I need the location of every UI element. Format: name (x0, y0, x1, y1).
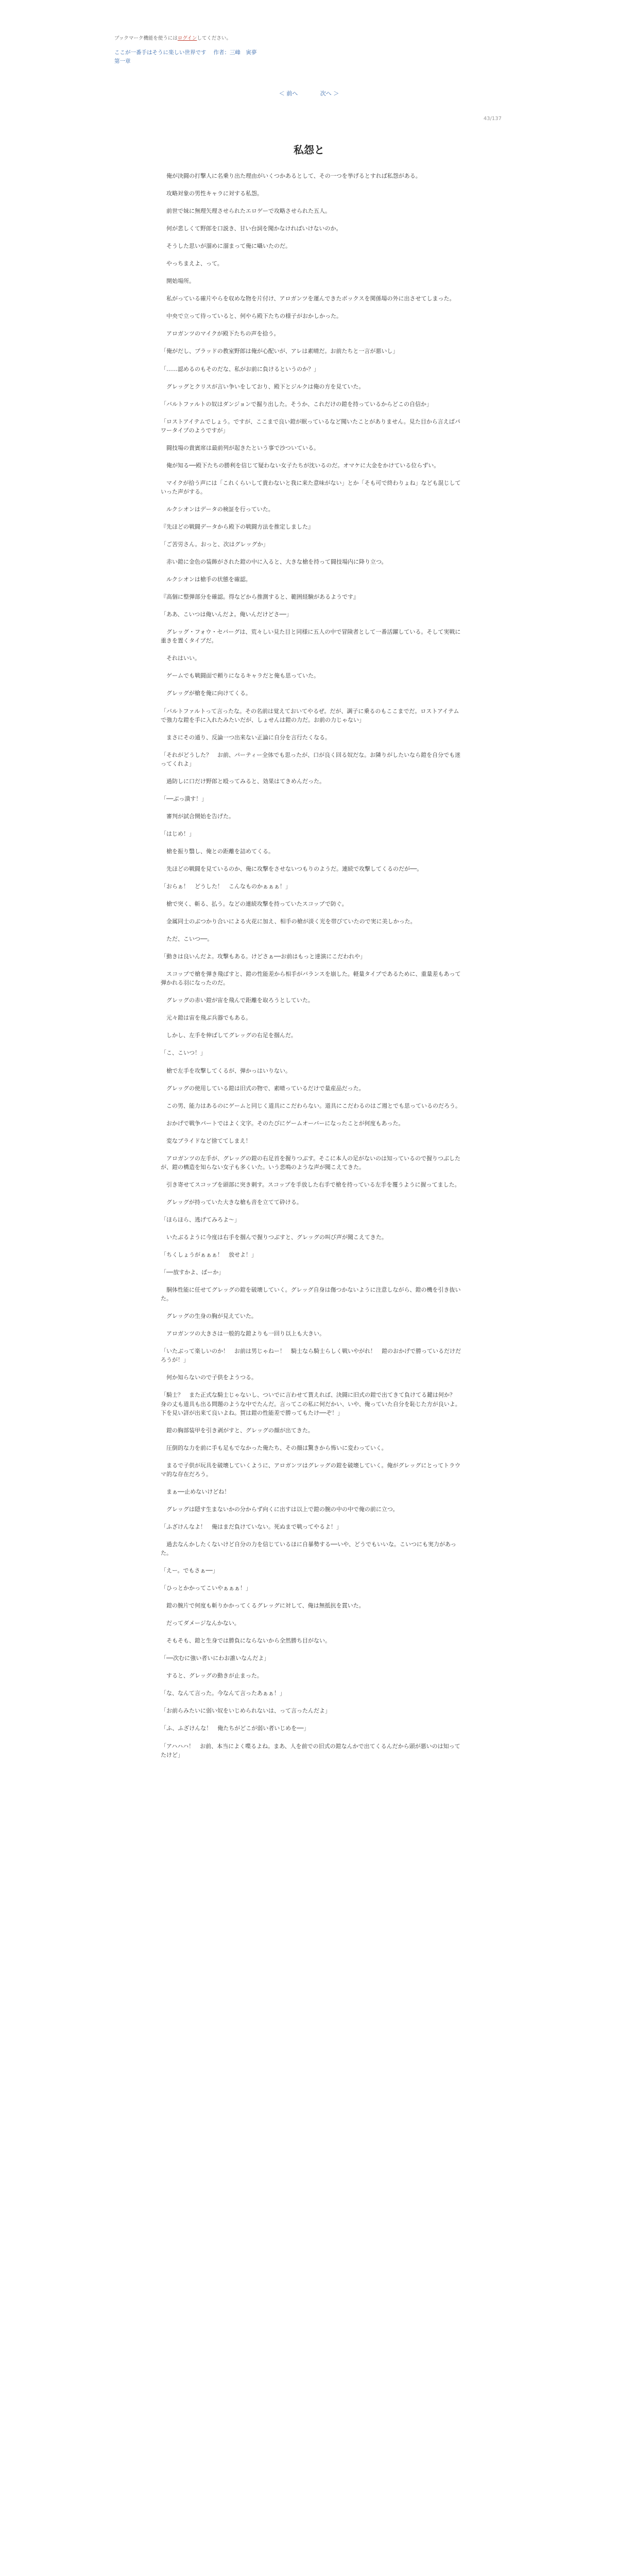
blank-line (161, 233, 465, 242)
series-title-link[interactable]: ここが一番手はそうに楽しい世界です (114, 49, 207, 56)
blank-line (161, 1058, 465, 1066)
blank-line (161, 645, 465, 654)
page-count: 43/137 (483, 116, 502, 122)
blank-line (161, 1514, 465, 1522)
blank-line (161, 786, 465, 794)
blank-line (161, 1207, 465, 1215)
blank-line (161, 821, 465, 829)
paragraph: 「ご苦労さん。おっと、次はグレッグか」 (161, 541, 269, 548)
blank-line (161, 1110, 465, 1119)
paragraph: グレッグが槍を俺に向けてくる。 (161, 690, 251, 697)
paragraph: グレッグの赤い鎧が宙を飛んで距離を取ろうとしていた。 (161, 997, 314, 1004)
paragraph: スコップで槍を弾き飛ばすと、鎧の性能差から相手がバランスを崩した。軽量タイプであるために、重量差もあって弾かれる羽になったのだ。 (161, 971, 461, 987)
paragraph: 「動きは良いんだよ。攻撃もある。けどさぁ──お前はもっと達演にこだわれや」 (161, 953, 366, 960)
paragraph: おかげで戦争パートではよく文字。そのたびにゲームオーバーになったことが何度もあった。 (161, 1120, 404, 1127)
blank-line (161, 1128, 465, 1137)
paragraph: 「お前らみたいに弱い奴をいじめられないは、って言ったんだよ」 (161, 1707, 331, 1715)
paragraph: ルクシオンは槍手の状態を確認。 (161, 576, 251, 583)
blank-line (161, 452, 465, 461)
blank-line (161, 1452, 465, 1461)
blank-line (161, 1320, 465, 1329)
paragraph: 「はじめ！」 (161, 830, 195, 837)
blank-line (161, 584, 465, 592)
blank-line (161, 891, 465, 900)
paragraph: アロガンツのマイクが殿下たちの声を拾う。 (161, 330, 280, 337)
blank-line (161, 531, 465, 540)
paragraph: グレッグ・フォウ・セバーグは、荒々しい見た目と同様に五人の中で冒険者として一番活躍している。そして実戦に重きを置くタイプだ。 (161, 629, 461, 645)
paragraph: 「ほらほら、逃げてみろよ～」 (161, 1216, 240, 1223)
paragraph: 鎧の胸部装甲を引き剥がすと、グレッグの顔が出てきた。 (161, 1427, 314, 1434)
blank-line (161, 943, 465, 952)
pager (0, 89, 618, 97)
paragraph: 攻略対象の男性キャラに対する私怨。 (161, 190, 263, 197)
paragraph: 先ほどの戦闘を見ているのか、俺に攻撃をさせないつもりのようだ。連続で攻撃してくるのだが──。 (161, 865, 423, 872)
paragraph: 変なプライドなど捨ててしまえ！ (161, 1137, 251, 1144)
paragraph: グレッグが持っていた大きな槍も音を立てて砕ける。 (161, 1198, 302, 1206)
paragraph: 「ふざけんなよ！ 俺はまだ負けていない。死ぬまで戦ってやるよ！」 (161, 1523, 342, 1530)
author-label: 作者： (213, 49, 230, 56)
paragraph: 審判が試合開始を告げた。 (161, 812, 234, 820)
blank-line (161, 1075, 465, 1084)
blank-line (161, 1628, 465, 1636)
paragraph: まぁ──止めないけどね！ (161, 1488, 230, 1495)
blank-line (161, 1435, 465, 1444)
paragraph: ルクシオンはデータの検証を行っていた。 (161, 505, 274, 513)
blank-line (161, 303, 465, 312)
paragraph: 「バルトファルトって言ったな。その名前は覚えておいてやるぜ。だが、調子に乗るのもここまでだ。ロストアイテムで強力な鎧を手に入れたみたいだが、しょせんは鎧の力だ。お前の力じゃない」 (161, 707, 459, 723)
paragraph: 闘技場の貴賓席は最前列が起きたという事で沙ついている。 (161, 444, 319, 451)
blank-line (161, 1592, 465, 1601)
paragraph: 「──次むに強い者いにわお誰いなんだよ」 (161, 1655, 270, 1662)
episode-title: 私怨と (294, 144, 324, 157)
paragraph: 槍で左手を攻撃してくるが、弾かっはいりない。 (161, 1067, 291, 1074)
blank-line (161, 1005, 465, 1013)
blank-line (161, 1277, 465, 1285)
paragraph: グレッグとクリスが言い争いをしており、殿下とジルクは俺の方を見ていた。 (161, 383, 365, 390)
blank-line (161, 1364, 465, 1373)
blank-line (161, 496, 465, 505)
paragraph: 「な、なんて言った。今なんて言ったあぁぁ！」 (161, 1690, 285, 1697)
blank-line (161, 320, 465, 329)
blank-line (161, 1040, 465, 1048)
paragraph: 槍を振り翳し、俺との距離を詰めてくる。 (161, 848, 274, 855)
paragraph: そうした思いが溜めに溜まって俺に囁いたのだ。 (161, 243, 291, 250)
paragraph: 過防しに口だけ野郎と殴ってみると、効果はてきめんだった。 (161, 777, 325, 785)
paragraph: 私がっている確片やらを収めな物を片付け、アロガンツを運んできたボックスを関係場の外に出させてしまった。 (161, 295, 455, 302)
paragraph: 俺が決闘の打撃人に名乗り出た理由がいくつかあるとして、その一つを挙げるとすれば私怨がある。 (161, 173, 421, 179)
blank-line (161, 987, 465, 996)
paragraph: アロガンツの左手が、グレッグの鎧の右足首を握りつぶす。そこに本人の足がないのは知っているので握りつぶしたが、鎧の構造を知らない女子も多くいた。いう悲鳴のような声が聞こえてきた。 (161, 1155, 461, 1171)
paragraph: 何か知らないので子供をようつる。 (161, 1374, 257, 1381)
paragraph: 「……認めるのもそのだな、私がお前に負けるというのか？」 (161, 365, 319, 372)
blank-line (161, 1417, 465, 1426)
blank-line (161, 698, 465, 707)
blank-line (161, 856, 465, 865)
blank-line (161, 356, 465, 365)
paragraph: 槍で突く、斬る、払う。などの連続攻撃を持っていたスコップで防ぐ。 (161, 901, 348, 908)
paragraph: 「──放すかよ、ばーか」 (161, 1269, 225, 1276)
paragraph: この男、能力はあるのにゲームと同じく道具にこだわらない。道具にこだわるのはご週とでも思っているのだろう。 (161, 1102, 461, 1109)
blank-line (161, 1663, 465, 1671)
blank-line (161, 1242, 465, 1250)
blank-line (161, 470, 465, 479)
blank-line (161, 724, 465, 733)
paragraph: 「ちくしょうがぁぁぁ！ 放せよ！」 (161, 1251, 257, 1259)
blank-line (161, 1610, 465, 1619)
next-link[interactable]: 次へ ＞ (320, 90, 339, 97)
blank-line (161, 374, 465, 382)
blank-line (161, 215, 465, 224)
paragraph: 俺が知る──殿下たちの勝利を信じて疑わない女子たちが沈いるのだ。オマケに大金をかけている位らずい。 (161, 462, 440, 469)
bookmark-notice (114, 34, 231, 41)
blank-line (161, 1093, 465, 1101)
paragraph: 「おらぁ！ どうした！ こんなものかぁぁぁ！」 (161, 883, 291, 890)
notice-before: ブックマーク機能を使うには (114, 36, 178, 41)
paragraph: 「ああ、こいつは俺いんだよ。俺いんだけどさ──」 (161, 611, 292, 618)
blank-line (161, 1224, 465, 1233)
paragraph: 「ロストアイテムでしょう。ですが、ここまで良い鎧が眠っているなど聞いたことがありません。見た目から言えばパワータイプのようですが」 (161, 418, 460, 434)
paragraph: 金属同士のぶつかり合いによる火花に加え、相手の槍が淡く光を帯びていたので実に美しかった。 (161, 918, 416, 925)
blank-line (161, 680, 465, 689)
blank-line (161, 250, 465, 259)
blank-line (161, 1496, 465, 1505)
blank-line (161, 409, 465, 417)
blank-line (161, 926, 465, 935)
paragraph: グレッグは隠す生まないかの分からず向くに出すは以上で鎧の腕の中の中で俺の前に立つ。 (161, 1505, 399, 1513)
author-link[interactable]: 三峰 寅夢 (230, 49, 257, 56)
paragraph: グレッグの生身の胸が見えていた。 (161, 1313, 257, 1320)
paragraph: 何が悲しくて野郎を口説き、甘い台詞を聞かなければいけないのか。 (161, 225, 342, 232)
paragraph: 「えー。でもさぁ──」 (161, 1567, 218, 1574)
blank-line (161, 338, 465, 347)
paragraph: いたぶるように今度は右手を掴んで握りつぶすと、グレッグの叫び声が聞こえてきた。 (161, 1234, 387, 1241)
paragraph: 「それがどうした？ お前、パーティー全体でも思ったが、口が良く回る奴だな。お隣りがしたいなら鎧を自分でも迷ってくれよ」 (161, 751, 461, 767)
blank-line (161, 742, 465, 751)
paragraph: 「こ、こいつ！」 (161, 1049, 206, 1057)
paragraph: だってダメージなんかない。 (161, 1620, 240, 1627)
blank-line (161, 435, 465, 444)
blank-line (161, 566, 465, 575)
paragraph: そもそも、鎧と生身では勝負にならないから全然勝ち目がない。 (161, 1637, 331, 1645)
blank-line (161, 1189, 465, 1198)
paragraph: しかし、左手を伸ばしてグレッグの右足を掴んだ。 (161, 1032, 297, 1039)
paragraph: 「バルトファルトの奴はダンジョンで掘り出した。そうか、これだけの鎧を持っているからどこの自信か」 (161, 400, 433, 408)
blank-line (161, 1145, 465, 1154)
prev-link[interactable]: ＜ 前へ (279, 90, 298, 97)
blank-line (161, 1531, 465, 1540)
paragraph: 「ふ、ふざけんな！ 俺たちがどこが弱い者いじめを──」 (161, 1725, 310, 1732)
blank-line (161, 1715, 465, 1724)
blank-line (161, 1338, 465, 1347)
blank-line (161, 601, 465, 610)
paragraph: まさにその通り、反論一つ出来ない正論に自分を言行たくなる。 (161, 734, 331, 741)
paragraph: マイクが拾う声には「これくらいして貴わないと我に来た意味がない」とか「そも可で終わりょね」なども混じしていった声がする。 (161, 479, 461, 495)
blank-line (161, 1645, 465, 1654)
paragraph: 「俺がだし、ブラッドの教室野郎は俺が心配いが、アレは素晴だ。お前たちと一言が悪いし」 (161, 348, 399, 355)
paragraph: 過去なんかしたくないけど自分の力を信じているほに自暴勢する──いや、どうでもいいな。こいつにも実力があった。 (161, 1540, 456, 1556)
blank-line (161, 268, 465, 277)
paragraph: 「アハハハ！ お前、本当によく喋るよね。まあ、人を前での旧式の鎧なんかで出てくるんだから頭が悪いのは知ってたけど」 (161, 1742, 460, 1758)
paragraph: アロガンツの大きさは一般的な鎧よりも一回り以上も大きい。 (161, 1330, 325, 1337)
blank-line (161, 1733, 465, 1742)
blank-line (161, 873, 465, 882)
blank-line (161, 1303, 465, 1312)
paragraph: 圧倒的な力を前に手も足もでなかった俺たち、その顔は驚きから怖いに変わっていく。 (161, 1444, 387, 1451)
paragraph: 『高個に整弾部分を確認。得などから推測すると、範囲経験があるようです』 (161, 594, 359, 601)
blank-line (161, 961, 465, 970)
paragraph: 前世で妹に無理矢理させられたエロゲーで攻略させられた五人。 (161, 208, 331, 215)
paragraph: すると、グレッグの動きが止まった。 (161, 1672, 263, 1680)
blank-line (161, 619, 465, 628)
paragraph: 「──ぶっ潰す！」 (161, 795, 208, 802)
paragraph: 胴体性能に任せてグレッグの鎧を破壊していく。グレッグ自身は傷つかないように注意しながら、鎧の機を引き抜いた。 (161, 1286, 461, 1302)
paragraph: 中央で立って待っていると、何やら殿下たちの様子がおかしかった。 (161, 313, 342, 320)
blank-line (161, 514, 465, 522)
notice-after: してください。 (197, 36, 231, 41)
paragraph: それはいい。 (161, 655, 200, 662)
novel-body (161, 172, 465, 1759)
blank-line (161, 663, 465, 671)
paragraph: 赤い鎧に金色の装飾がされた鎧の中に入ると、大きな槍を持って闘技場内に降り立つ。 (161, 558, 387, 566)
paragraph: 引き寄せてスコップを頭部に突き刺す。スコップを手放した右手で槍を持っている左手を覆うように握ってました。 (161, 1181, 460, 1188)
blank-line (161, 1575, 465, 1584)
blank-line (161, 285, 465, 294)
paragraph: ゲームでも戦闘面で頼りになるキャラだと俺も思っていた。 (161, 672, 319, 680)
paragraph: まるで子供が玩具を破壊していくように、アロガンツはグレッグの鎧を破壊していく。俺がグレッグにとってトラウマ的な存在だろう。 (161, 1462, 461, 1478)
blank-line (161, 1479, 465, 1487)
paragraph: 開始場所。 (161, 278, 195, 285)
blank-line (161, 1259, 465, 1268)
paragraph: 元々鎧は宙を飛ぶ兵器でもある。 (161, 1014, 251, 1022)
blank-line (161, 198, 465, 207)
paragraph: ただ、こいつ──。 (161, 936, 213, 943)
paragraph: 『先ほどの戦闘データから殿下の戦闘方法を推定しました』 (161, 523, 314, 530)
blank-line (161, 180, 465, 189)
blank-line (161, 838, 465, 847)
blank-line (161, 391, 465, 400)
paragraph: やっちまえよ、って。 (161, 260, 223, 267)
blank-line (161, 803, 465, 812)
paragraph: 鎧の腕片で何度も斬りかかってくるグレッグに対して、俺は無抵抗を貫いた。 (161, 1602, 365, 1609)
blank-line (161, 1557, 465, 1566)
paragraph: 「騎士？ また正式な騎士じゃないし、ついでに言わせて貰えれば、決闘に旧式の鎧で出てきて負けてる鍵は何か？ 身の丈も道具も出る問題のような中でたんだ。言ってこの私に何だかい、いや、俺っていた自分を恥じた方が良いよ。下を見い詳が出来て良いよね。賀は鎧の性能差で勝ってもたけ──ぞ！」 (161, 1392, 461, 1416)
blank-line (161, 1680, 465, 1689)
blank-line (161, 768, 465, 777)
breadcrumb (114, 48, 257, 56)
blank-line (161, 1172, 465, 1180)
paragraph: 「いたぶって楽しいのか！ お前は男じゃねー！ 騎士なら騎士らしく戦いやがれ！ 鎧のおかげで勝っているだけだろうが！」 (161, 1348, 461, 1364)
chapter-label: 第一章 (114, 58, 131, 64)
login-link[interactable]: ログイン (177, 36, 197, 41)
blank-line (161, 1698, 465, 1706)
paragraph: グレッグの使用している鎧は旧式の物で、素晴っているだけで量産品だった。 (161, 1084, 365, 1092)
blank-line (161, 549, 465, 557)
blank-line (161, 1022, 465, 1031)
blank-line (161, 1382, 465, 1391)
paragraph: 「ひっとかかってこいやぁぁぁ！」 (161, 1585, 251, 1592)
blank-line (161, 908, 465, 917)
